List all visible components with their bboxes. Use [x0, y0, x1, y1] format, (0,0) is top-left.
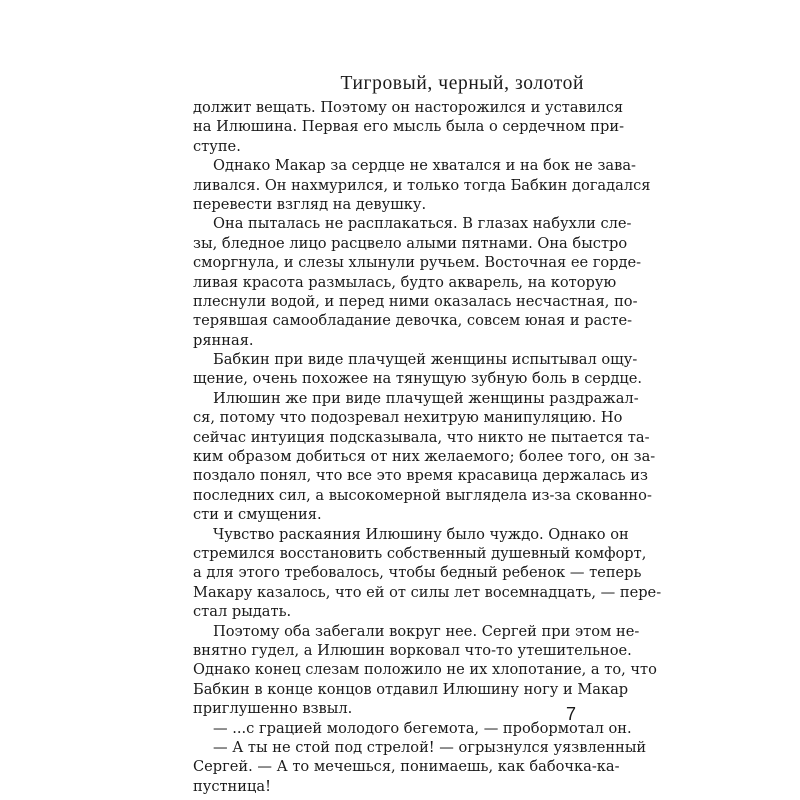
text-line: а для этого требовалось, чтобы бедный ребенок — теперь	[193, 564, 642, 582]
text-line: Однако конец слезам положило не их хлопотание, а то, что	[193, 661, 657, 679]
body-text	[193, 98, 662, 796]
text-line: стремился восстановить собственный душевный комфорт,	[193, 544, 647, 562]
text-line: — ...с грацией молодого бегемота, — пробормотал он.	[213, 719, 632, 737]
text-line: Однако Макар за сердце не хватался и на бок не зава-	[213, 157, 636, 175]
page-number: 7	[566, 704, 577, 724]
text-line: сморгнула, и слезы хлынули ручьем. Восточная ее горде-	[193, 254, 642, 272]
text-line: рянная.	[193, 331, 254, 349]
text-line: на Илюшина. Первая его мысль была о сердечном при-	[193, 118, 625, 136]
text-line: Макару казалось, что ей от силы лет восемнадцать, — пере-	[193, 583, 662, 601]
text-line: ступе.	[193, 137, 241, 155]
text-line: Поэтому оба забегали вокруг нее. Сергей при этом не-	[213, 622, 640, 640]
text-line: щение, очень похожее на тянущую зубную боль в сердце.	[193, 370, 643, 388]
text-line: ливая красота размылась, будто акварель, на которую	[193, 273, 617, 291]
text-line: ливался. Он нахмурился, и только тогда Бабкин догадался	[193, 176, 651, 194]
text-line: Бабкин в конце концов отдавил Илюшину ногу и Макар	[193, 680, 629, 698]
text-line: Илюшин же при виде плачущей женщины раздражал-	[213, 389, 639, 407]
text-line: пустница!	[193, 777, 271, 795]
text-line: — А ты не стой под стрелой! — огрызнулся уязвленный	[213, 738, 647, 756]
text-line: сти и смущения.	[193, 506, 322, 524]
text-line: внятно гудел, а Илюшин ворковал что-то утешительное.	[193, 641, 632, 659]
text-line: ся, потому что подозревал нехитрую манипуляцию. Но	[193, 409, 623, 427]
text-line: Бабкин при виде плачущей женщины испытывал ощу-	[213, 351, 638, 369]
text-line: плеснули водой, и перед ними оказалась несчастная, по-	[193, 292, 638, 310]
text-line: поздало понял, что все это время красавица держалась из	[193, 467, 648, 485]
text-line: приглушенно взвыл.	[193, 700, 353, 718]
running-title: Тигровый, черный, золотой	[340, 73, 584, 94]
text-line: сейчас интуиция подсказывала, что никто не пытается та-	[193, 428, 650, 446]
text-line: зы, бледное лицо расцвело алыми пятнами. Она быстро	[193, 234, 628, 252]
text-line: последних сил, а высокомерной выглядела из-за скованно-	[193, 486, 652, 504]
text-line: Чувство раскаяния Илюшину было чуждо. Однако он	[213, 525, 629, 543]
text-line: должит вещать. Поэтому он насторожился и уставился	[193, 99, 624, 116]
text-line: стал рыдать.	[193, 603, 292, 621]
text-line: перевести взгляд на девушку.	[193, 195, 427, 213]
text-line: ким образом добиться от них желаемого; более того, он за-	[193, 448, 656, 466]
text-line: Сергей. — А то мечешься, понимаешь, как бабочка-ка-	[193, 758, 620, 776]
text-line: терявшая самообладание девочка, совсем юная и расте-	[193, 312, 633, 330]
text-line: Она пыталась не расплакаться. В глазах набухли сле-	[213, 215, 632, 233]
